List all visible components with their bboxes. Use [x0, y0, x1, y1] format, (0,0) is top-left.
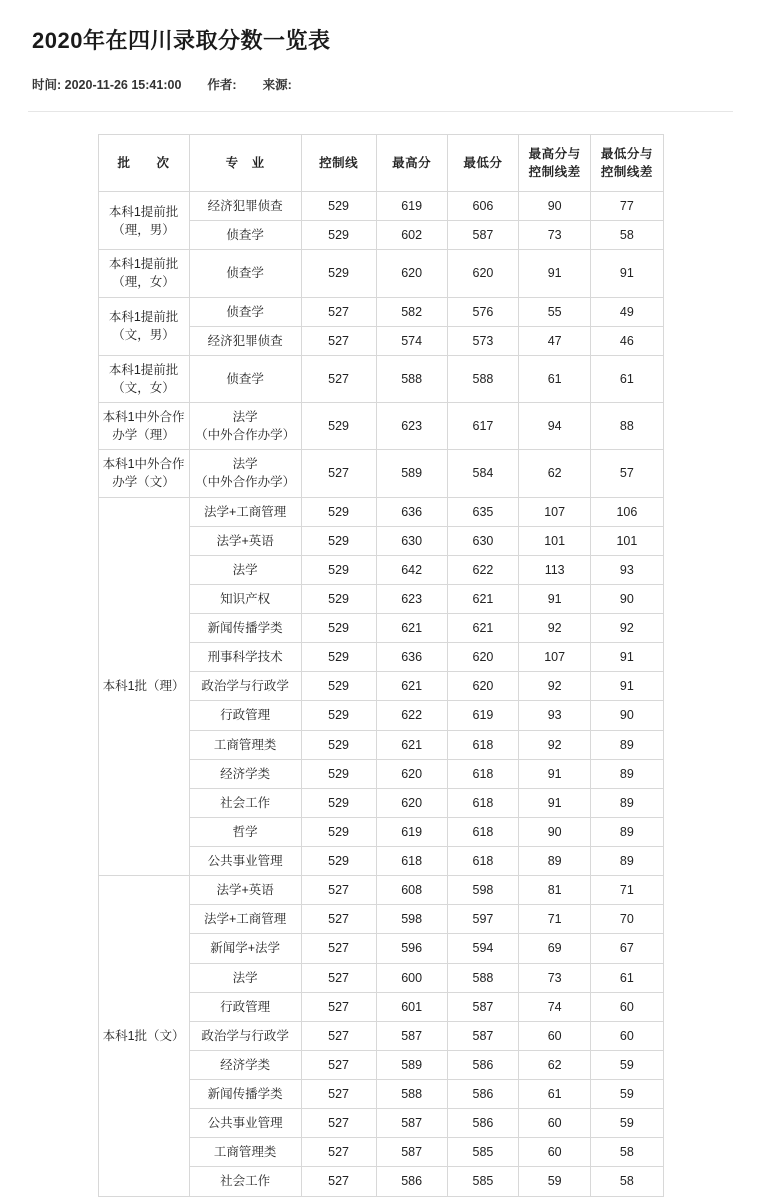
- batch-cell-line: （文，女）: [112, 380, 175, 395]
- max-score-cell: 587: [376, 1109, 447, 1138]
- min-diff-cell: 77: [591, 192, 663, 221]
- max-score-cell: 630: [376, 526, 447, 555]
- meta-source: 来源:: [262, 78, 292, 92]
- table-header-row: [98, 135, 663, 192]
- major-cell: [189, 403, 301, 450]
- major-cell: [189, 497, 301, 526]
- major-cell-line: 社会工作: [220, 1174, 271, 1189]
- min-score-cell: 618: [447, 759, 518, 788]
- max-score-cell: 622: [376, 701, 447, 730]
- max-diff-cell: 71: [519, 905, 591, 934]
- min-score-cell: 576: [447, 297, 518, 326]
- control-line-cell: 529: [301, 192, 376, 221]
- major-cell-line: 侦查学: [226, 371, 264, 386]
- max-diff-cell: 90: [519, 817, 591, 846]
- min-diff-cell: 46: [591, 326, 663, 355]
- major-cell-line: 经济犯罪侦查: [207, 333, 283, 348]
- max-diff-cell: 113: [519, 555, 591, 584]
- max-score-cell: 636: [376, 643, 447, 672]
- max-diff-cell: 55: [519, 297, 591, 326]
- min-diff-cell: 60: [591, 992, 663, 1021]
- min-score-cell: 588: [447, 355, 518, 402]
- major-cell: [189, 326, 301, 355]
- control-line-cell: 527: [301, 355, 376, 402]
- major-cell: [189, 555, 301, 584]
- major-cell: [189, 788, 301, 817]
- min-score-cell: 584: [447, 450, 518, 497]
- table-row: [98, 876, 663, 905]
- batch-cell: [98, 297, 189, 355]
- batch-cell-line: （理，女）: [112, 275, 175, 290]
- max-score-cell: 582: [376, 297, 447, 326]
- min-diff-cell: 67: [591, 934, 663, 963]
- major-cell: [189, 1167, 301, 1196]
- min-diff-cell: 89: [591, 817, 663, 846]
- max-diff-cell: 91: [519, 788, 591, 817]
- min-diff-cell: 91: [591, 643, 663, 672]
- table-row: [98, 355, 663, 402]
- major-cell-line: 行政管理: [220, 708, 271, 723]
- document-page: [0, 24, 761, 1197]
- batch-cell-line: （理，男）: [112, 222, 175, 237]
- major-cell-line: 法学+英语: [216, 533, 274, 548]
- control-line-cell: 527: [301, 326, 376, 355]
- min-diff-cell: 58: [591, 1167, 663, 1196]
- major-cell: [189, 1050, 301, 1079]
- max-score-cell: 600: [376, 963, 447, 992]
- max-score-cell: 602: [376, 221, 447, 250]
- major-cell: [189, 1080, 301, 1109]
- batch-cell-line: （文，男）: [112, 328, 175, 343]
- major-cell-line: 工商管理类: [213, 737, 277, 752]
- major-cell-line: 法学+工商管理: [203, 912, 287, 927]
- control-line-cell: 527: [301, 905, 376, 934]
- max-diff-cell: 62: [519, 450, 591, 497]
- max-score-cell: 587: [376, 1138, 447, 1167]
- major-cell-line: 侦查学: [226, 266, 264, 281]
- max-diff-cell: 89: [519, 847, 591, 876]
- control-line-cell: 529: [301, 584, 376, 613]
- batch-cell-line: 本科1中外合作: [102, 457, 185, 472]
- control-line-cell: 527: [301, 1109, 376, 1138]
- min-score-cell: 587: [447, 1021, 518, 1050]
- min-diff-cell: 93: [591, 555, 663, 584]
- control-line-cell: 529: [301, 403, 376, 450]
- batch-cell: [98, 355, 189, 402]
- min-score-cell: 586: [447, 1109, 518, 1138]
- major-cell: [189, 1138, 301, 1167]
- batch-cell-line: 本科1中外合作: [102, 410, 185, 424]
- min-diff-cell: 60: [591, 1021, 663, 1050]
- major-cell: [189, 355, 301, 402]
- max-score-cell: 596: [376, 934, 447, 963]
- max-diff-cell: 92: [519, 614, 591, 643]
- major-cell-line: （中外合作办学）: [195, 475, 296, 490]
- min-diff-cell: 90: [591, 701, 663, 730]
- control-line-cell: 529: [301, 555, 376, 584]
- min-score-cell: 586: [447, 1050, 518, 1079]
- min-score-cell: 597: [447, 905, 518, 934]
- min-score-cell: 620: [447, 643, 518, 672]
- min-diff-cell: 91: [591, 250, 663, 297]
- major-cell: [189, 450, 301, 497]
- control-line-cell: 527: [301, 934, 376, 963]
- max-diff-cell: 101: [519, 526, 591, 555]
- major-cell: [189, 672, 301, 701]
- control-line-cell: 527: [301, 1021, 376, 1050]
- major-cell: [189, 730, 301, 759]
- max-score-cell: 589: [376, 1050, 447, 1079]
- major-cell-line: 法学: [232, 457, 258, 472]
- major-cell: [189, 250, 301, 297]
- batch-cell: [98, 497, 189, 876]
- max-diff-cell: 94: [519, 403, 591, 450]
- max-diff-cell: 69: [519, 934, 591, 963]
- max-diff-cell: 107: [519, 497, 591, 526]
- min-score-cell: 618: [447, 788, 518, 817]
- max-diff-cell: 90: [519, 192, 591, 221]
- min-diff-cell: 59: [591, 1050, 663, 1079]
- meta-author: 作者:: [207, 78, 237, 92]
- min-diff-cell: 89: [591, 759, 663, 788]
- table-row: [98, 250, 663, 297]
- control-line-cell: 527: [301, 876, 376, 905]
- major-cell: [189, 759, 301, 788]
- max-diff-cell: 74: [519, 992, 591, 1021]
- major-cell: [189, 614, 301, 643]
- major-cell: [189, 526, 301, 555]
- batch-cell-line: 本科1提前批: [108, 204, 179, 219]
- major-cell-line: 法学+工商管理: [203, 504, 287, 519]
- min-diff-cell: 90: [591, 584, 663, 613]
- col-header-min-score: 最低分: [447, 135, 518, 192]
- min-diff-cell: 61: [591, 963, 663, 992]
- major-cell: [189, 992, 301, 1021]
- max-diff-cell: 107: [519, 643, 591, 672]
- major-cell: [189, 221, 301, 250]
- min-score-cell: 619: [447, 701, 518, 730]
- col-header-max-score: 最高分: [376, 135, 447, 192]
- major-cell-line: 公共事业管理: [207, 854, 283, 868]
- max-score-cell: 608: [376, 876, 447, 905]
- batch-cell: [98, 876, 189, 1196]
- major-cell: [189, 584, 301, 613]
- control-line-cell: 527: [301, 297, 376, 326]
- min-score-cell: 594: [447, 934, 518, 963]
- min-diff-cell: 61: [591, 355, 663, 402]
- control-line-cell: 529: [301, 847, 376, 876]
- batch-cell-line: 本科1提前批: [108, 257, 179, 272]
- min-diff-cell: 71: [591, 876, 663, 905]
- min-score-cell: 585: [447, 1167, 518, 1196]
- table-row: [98, 497, 663, 526]
- major-cell-line: 行政管理: [220, 999, 271, 1014]
- max-diff-cell: 73: [519, 963, 591, 992]
- control-line-cell: 529: [301, 788, 376, 817]
- control-line-cell: 529: [301, 221, 376, 250]
- min-diff-cell: 89: [591, 847, 663, 876]
- major-cell-line: 新闻传播学类: [207, 621, 283, 635]
- min-score-cell: 617: [447, 403, 518, 450]
- control-line-cell: 529: [301, 250, 376, 297]
- max-score-cell: 588: [376, 1080, 447, 1109]
- col-header-major: 专 业: [189, 135, 301, 192]
- max-score-cell: 574: [376, 326, 447, 355]
- max-score-cell: 598: [376, 905, 447, 934]
- max-diff-cell: 62: [519, 1050, 591, 1079]
- min-score-cell: 621: [447, 584, 518, 613]
- major-cell-line: 新闻传播学类: [207, 1087, 283, 1101]
- table-row: [98, 192, 663, 221]
- major-cell-line: 法学: [232, 970, 258, 985]
- control-line-cell: 527: [301, 963, 376, 992]
- page-title: 2020年在四川录取分数一览表: [32, 28, 331, 53]
- major-cell: [189, 701, 301, 730]
- major-cell: [189, 963, 301, 992]
- col-header-min-diff: [591, 135, 663, 192]
- batch-cell-line: 本科1批（理）: [102, 679, 185, 694]
- max-diff-cell: 60: [519, 1138, 591, 1167]
- batch-cell: [98, 250, 189, 297]
- major-cell: [189, 1109, 301, 1138]
- major-cell-line: 刑事科学技术: [207, 650, 283, 665]
- max-diff-cell: 61: [519, 1080, 591, 1109]
- max-score-cell: 620: [376, 759, 447, 788]
- major-cell: [189, 817, 301, 846]
- major-cell-line: 知识产权: [220, 591, 271, 606]
- batch-cell: [98, 450, 189, 497]
- table-head: [98, 135, 663, 192]
- min-diff-cell: 57: [591, 450, 663, 497]
- major-cell-line: 法学: [232, 562, 258, 577]
- batch-cell-line: 办学（文）: [112, 475, 175, 490]
- control-line-cell: 527: [301, 992, 376, 1021]
- major-cell: [189, 1021, 301, 1050]
- min-score-cell: 635: [447, 497, 518, 526]
- control-line-cell: 527: [301, 1138, 376, 1167]
- min-diff-cell: 91: [591, 672, 663, 701]
- batch-cell-line: 本科1批（文）: [102, 1028, 185, 1043]
- control-line-cell: 529: [301, 497, 376, 526]
- min-score-cell: 620: [447, 250, 518, 297]
- min-score-cell: 618: [447, 730, 518, 759]
- max-diff-cell: 81: [519, 876, 591, 905]
- min-score-cell: 587: [447, 221, 518, 250]
- min-diff-cell: 49: [591, 297, 663, 326]
- max-diff-cell: 60: [519, 1109, 591, 1138]
- meta-time: 时间: 2020-11-26 15:41:00: [32, 78, 182, 92]
- col-header-min-diff-line1: 最低分与: [600, 146, 653, 161]
- major-cell-line: 哲学: [232, 824, 258, 839]
- max-score-cell: 589: [376, 450, 447, 497]
- control-line-cell: 529: [301, 526, 376, 555]
- col-header-max-diff-line1: 最高分与: [528, 146, 581, 161]
- col-header-batch: 批 次: [98, 135, 189, 192]
- batch-cell: [98, 192, 189, 250]
- max-score-cell: 621: [376, 614, 447, 643]
- major-cell-line: 经济学类: [220, 766, 271, 781]
- min-score-cell: 618: [447, 847, 518, 876]
- major-cell-line: 社会工作: [220, 795, 271, 810]
- major-cell-line: 政治学与行政学: [201, 679, 289, 694]
- major-cell: [189, 876, 301, 905]
- major-cell: [189, 934, 301, 963]
- min-score-cell: 585: [447, 1138, 518, 1167]
- major-cell-line: 公共事业管理: [207, 1116, 283, 1131]
- batch-cell-line: 办学（理）: [112, 428, 175, 443]
- major-cell-line: 经济学类: [220, 1057, 271, 1072]
- min-diff-cell: 59: [591, 1109, 663, 1138]
- max-score-cell: 642: [376, 555, 447, 584]
- score-table: [98, 134, 664, 1197]
- header-divider: [28, 111, 733, 112]
- batch-cell-line: 本科1提前批: [108, 362, 179, 377]
- major-cell-line: 法学+英语: [216, 883, 274, 898]
- control-line-cell: 529: [301, 759, 376, 788]
- min-diff-cell: 92: [591, 614, 663, 643]
- batch-cell: [98, 403, 189, 450]
- control-line-cell: 529: [301, 614, 376, 643]
- major-cell-line: 经济犯罪侦查: [207, 199, 283, 213]
- max-diff-cell: 92: [519, 672, 591, 701]
- max-diff-cell: 47: [519, 326, 591, 355]
- max-score-cell: 623: [376, 584, 447, 613]
- article-meta: [32, 75, 733, 93]
- max-diff-cell: 61: [519, 355, 591, 402]
- min-score-cell: 598: [447, 876, 518, 905]
- col-header-min-diff-line2: 控制线差: [600, 165, 653, 179]
- max-score-cell: 587: [376, 1021, 447, 1050]
- max-diff-cell: 60: [519, 1021, 591, 1050]
- major-cell-line: 政治学与行政学: [201, 1028, 289, 1043]
- col-header-control-line: 控制线: [301, 135, 376, 192]
- min-diff-cell: 59: [591, 1080, 663, 1109]
- max-diff-cell: 73: [519, 221, 591, 250]
- min-diff-cell: 101: [591, 526, 663, 555]
- score-table-wrapper: [98, 134, 664, 1197]
- min-score-cell: 618: [447, 817, 518, 846]
- min-score-cell: 621: [447, 614, 518, 643]
- min-score-cell: 622: [447, 555, 518, 584]
- max-score-cell: 588: [376, 355, 447, 402]
- major-cell: [189, 847, 301, 876]
- min-score-cell: 587: [447, 992, 518, 1021]
- control-line-cell: 529: [301, 672, 376, 701]
- min-score-cell: 588: [447, 963, 518, 992]
- min-diff-cell: 89: [591, 730, 663, 759]
- max-diff-cell: 91: [519, 759, 591, 788]
- major-cell: [189, 905, 301, 934]
- min-score-cell: 586: [447, 1080, 518, 1109]
- max-diff-cell: 59: [519, 1167, 591, 1196]
- major-cell: [189, 297, 301, 326]
- major-cell: [189, 643, 301, 672]
- major-cell-line: 侦查学: [226, 228, 264, 243]
- major-cell-line: （中外合作办学）: [195, 428, 296, 443]
- control-line-cell: 527: [301, 1050, 376, 1079]
- table-body: [98, 192, 663, 1197]
- min-diff-cell: 88: [591, 403, 663, 450]
- max-diff-cell: 91: [519, 584, 591, 613]
- table-row: [98, 297, 663, 326]
- control-line-cell: 529: [301, 643, 376, 672]
- control-line-cell: 527: [301, 1080, 376, 1109]
- max-score-cell: 621: [376, 730, 447, 759]
- min-score-cell: 606: [447, 192, 518, 221]
- min-diff-cell: 70: [591, 905, 663, 934]
- max-diff-cell: 92: [519, 730, 591, 759]
- min-diff-cell: 89: [591, 788, 663, 817]
- major-cell-line: 法学: [232, 410, 258, 424]
- min-score-cell: 573: [447, 326, 518, 355]
- max-score-cell: 619: [376, 817, 447, 846]
- control-line-cell: 527: [301, 450, 376, 497]
- min-diff-cell: 58: [591, 1138, 663, 1167]
- max-score-cell: 621: [376, 672, 447, 701]
- major-cell: [189, 192, 301, 221]
- max-score-cell: 619: [376, 192, 447, 221]
- max-diff-cell: 93: [519, 701, 591, 730]
- min-score-cell: 630: [447, 526, 518, 555]
- min-score-cell: 620: [447, 672, 518, 701]
- control-line-cell: 527: [301, 1167, 376, 1196]
- max-score-cell: 618: [376, 847, 447, 876]
- max-score-cell: 586: [376, 1167, 447, 1196]
- batch-cell-line: 本科1提前批: [108, 310, 179, 324]
- min-diff-cell: 106: [591, 497, 663, 526]
- max-score-cell: 620: [376, 788, 447, 817]
- control-line-cell: 529: [301, 701, 376, 730]
- max-score-cell: 620: [376, 250, 447, 297]
- table-row: [98, 403, 663, 450]
- table-row: [98, 450, 663, 497]
- control-line-cell: 529: [301, 817, 376, 846]
- major-cell-line: 侦查学: [226, 304, 264, 319]
- max-diff-cell: 91: [519, 250, 591, 297]
- col-header-max-diff-line2: 控制线差: [528, 165, 581, 179]
- col-header-max-diff: [519, 135, 591, 192]
- max-score-cell: 636: [376, 497, 447, 526]
- major-cell-line: 新闻学+法学: [210, 941, 281, 956]
- min-diff-cell: 58: [591, 221, 663, 250]
- max-score-cell: 601: [376, 992, 447, 1021]
- control-line-cell: 529: [301, 730, 376, 759]
- max-score-cell: 623: [376, 403, 447, 450]
- major-cell-line: 工商管理类: [213, 1145, 277, 1160]
